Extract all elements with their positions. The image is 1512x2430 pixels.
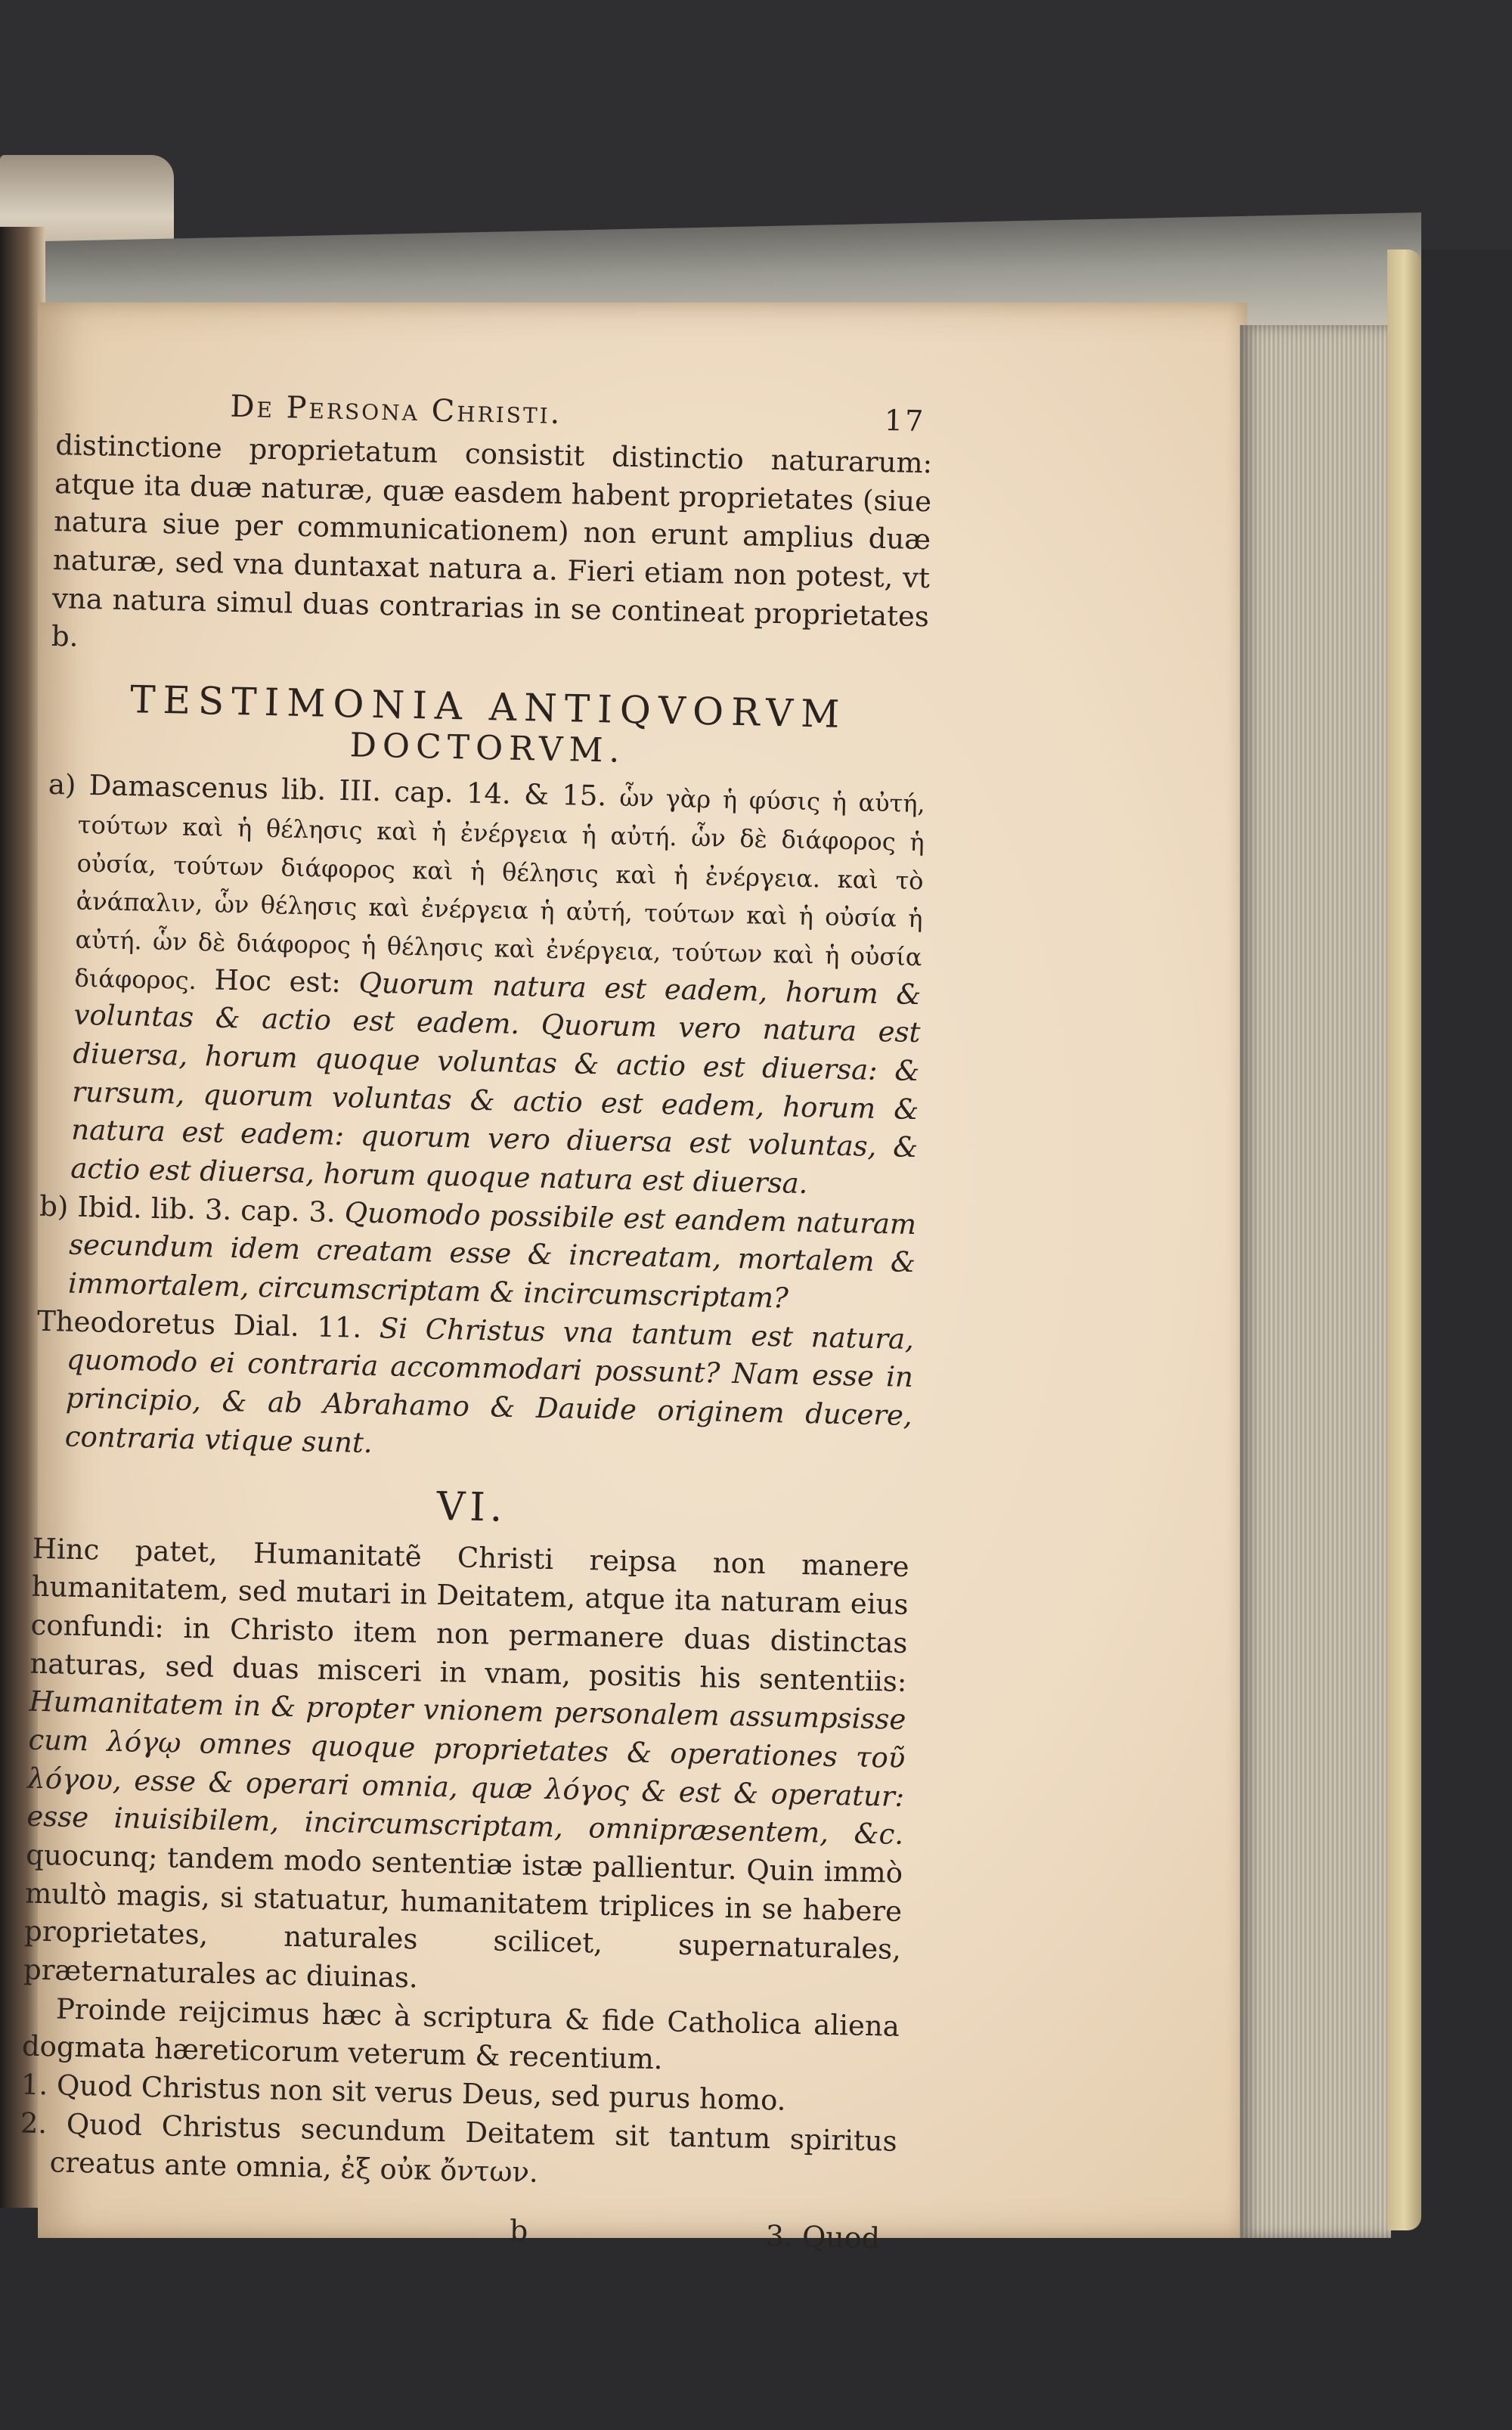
section-subtitle: DOCTORVM. bbox=[349, 726, 626, 770]
note-a-latin: Quorum natura est eadem, horum & voluntas & actio est eadem. Quorum vero natura est diuersa, horum quoque voluntas & actio est diuersa: & rursum, quorum voluntas & actio est eadem, horum & natura est eadem: quorum vero diuersa est voluntas, & actio est diuersa, horum quoque natura est diuersa. bbox=[70, 966, 922, 1201]
note-b-text: Quomodo possibile est eandem naturam secundum idem creatam esse & increatam, mortalem & immortalem, circumscriptam & incircumscriptam? bbox=[67, 1195, 917, 1315]
note-b bbox=[38, 1187, 917, 1320]
intro-paragraph: distinctione proprietatum consistit distinctio naturarum: atque ita duæ naturæ, quæ easdem habent proprietates (siue natura siue per communicationem) non erunt amplius duæ naturæ, sed vna duntaxat natura a. Fieri etiam non potest, vt vna natura simul duas contrarias in se contineat proprietates b. bbox=[51, 428, 933, 654]
catchword: 3. Quod bbox=[765, 2219, 881, 2255]
para-vi-italic: Humanitatem in & propter vnionem personalem assumpsisse cum λόγῳ omnes quoque proprietates & operationes τοῦ λόγου, esse & operari omnia, quæ λόγος & est & operatur: esse inuisibilem, incircumscriptam, omnipræsentem, &c. bbox=[26, 1685, 906, 1852]
note-a bbox=[40, 766, 925, 1206]
list-item: 1. Quod Christus non sit verus Deus, sed purus homo. bbox=[20, 2068, 787, 2117]
page-block-edge bbox=[1240, 325, 1391, 2238]
note-b-lead: b) Ibid. lib. 3. cap. 3. bbox=[39, 1189, 336, 1229]
para-vi-roman2: quocunq; tandem modo sententiæ istæ pallientur. Quin immò multò magis, si statuatur, humanitatem triplices in se habere proprietates, naturales scilicet, supernaturales, præternaturales ac diuinas. bbox=[23, 1838, 903, 1995]
signature-mark: b bbox=[509, 2214, 528, 2248]
para-vi-roman: Hinc patet, Humanitatẽ Christi reipsa non manere humanitatem, sed mutari in Deitatem, atque ita naturam eius confundi: in Christo item non permanere duas distinctas naturas, sed duas misceri in vnam, positis his sententiis: bbox=[29, 1532, 909, 1698]
note-a-lead: a) Damascenus lib. III. cap. 14. & 15. bbox=[48, 768, 607, 813]
proinde-paragraph: Proinde reijcimus hæc à scriptura & fide Catholica aliena dogmata hæreticorum veterum & recentium. bbox=[21, 1992, 900, 2076]
background-dark bbox=[0, 0, 1512, 250]
note-c-text: Si Christus vna tantum est natura, quomodo ei contraria accommodari possunt? Nam esse in principio, & ab Abrahamo & Dauide originem ducere, contraria vtique sunt. bbox=[64, 1311, 915, 1459]
section-title: TESTIMONIA ANTIQVORVM bbox=[129, 677, 847, 737]
page-number: 17 bbox=[884, 403, 926, 439]
running-title: De Persona Christi. bbox=[229, 389, 562, 432]
list-item: 2. Quod Christus secundum Deitatem sit tantum spiritus creatus ante omnia, ἐξ οὐκ ὄντων. bbox=[20, 2106, 898, 2189]
paragraph-vi bbox=[23, 1530, 909, 2007]
note-c-lead: Theodoretus Dial. 11. bbox=[36, 1304, 362, 1344]
page-text bbox=[18, 386, 934, 2255]
cover-edge bbox=[1387, 250, 1421, 2230]
note-a-latin-lead: Hoc est: bbox=[214, 963, 342, 999]
section-numeral: VI. bbox=[436, 1483, 507, 1531]
heresy-list bbox=[19, 2066, 898, 2199]
note-c bbox=[34, 1302, 914, 1474]
note-a-greek: ὧν γὰρ ἡ φύσις ἡ αὐτή, τούτων καὶ ἡ θέλησις καὶ ἡ ἐνέργεια ἡ αὐτή. ὧν δὲ διάφορος ἡ οὐσία, τούτων διάφορος καὶ ἡ θέλησις καὶ ἡ ἐνέργεια. καὶ τὸ ἀνάπαλιν, ὧν θέλησις καὶ ἐνέργεια ἡ αὐτή, τούτων καὶ ἡ οὐσία ἡ αὐτή. ὧν δὲ διάφορος ἡ θέλησις καὶ ἐνέργεια, τούτων καὶ ἡ οὐσία διάφορος. bbox=[74, 783, 926, 995]
